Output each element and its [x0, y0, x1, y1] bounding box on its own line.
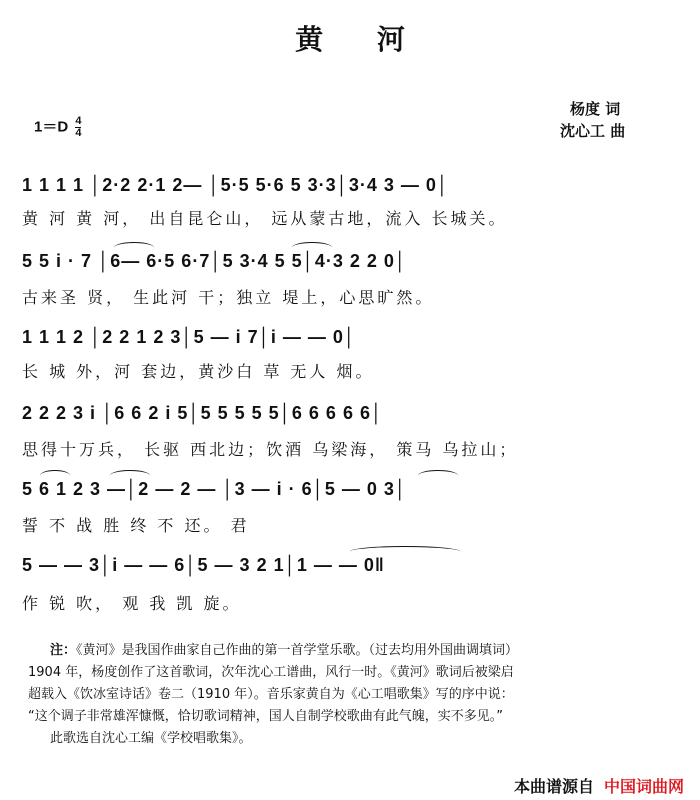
footnote-line: 1904 年，杨度创作了这首歌词，次年沈心工谱曲，风行一时。《黄河》歌词后被梁启 [28, 665, 514, 680]
notes-row-4: 2 2 2 3 i │6 6 2 i 5│5 5 5 5 5│6 6 6 6 6│ [22, 402, 384, 423]
footnote-line: 超载入《饮冰室诗话》卷二（1910 年）。音乐家黄自为《心工唱歌集》写的序中说： [28, 687, 514, 702]
notes-row-5: 5 6 1 2 3 —│2 — 2 — │3 — i · 6│5 — 0 3│ [22, 478, 408, 499]
key-label: 1＝D [34, 118, 69, 136]
notes-row-1: 1 1 1 1 │2·2 2·1 2— │5·5 5·6 5 3·3│3·4 3 — 0│ [22, 174, 450, 195]
footnote-label: 注： [50, 643, 77, 658]
slur-mark [418, 470, 458, 481]
footnote-line: “这个调子非常雄浑慷慨，恰切歌词精神，国人自制学校歌曲有此气魄，实不多见。” [28, 709, 503, 724]
footnote [28, 640, 678, 750]
slur-mark [40, 470, 70, 481]
slur-mark [292, 242, 332, 253]
footnote-line: 《黄河》是我国作曲家自己作曲的第一首学堂乐歌。（过去均用外国曲调填词） [76, 643, 519, 658]
slur-mark [350, 546, 460, 557]
footnote-line: 此歌选自沈心工编《学校唱歌集》。 [50, 731, 252, 746]
lyrics-row-1: 黄 河 黄 河， 出自昆仑山， 远从蒙古地，流入 长城关。 [22, 208, 508, 228]
source-site-link[interactable]: 中国词曲网 [603, 777, 684, 796]
key-signature [34, 116, 81, 139]
lyrics-row-5: 誓 不 战 胜 终 不 还。 君 [22, 515, 250, 535]
slur-mark [114, 242, 154, 253]
lyrics-row-3: 长 城 外，河 套边，黄沙白 草 无人 烟。 [22, 361, 375, 381]
notes-row-3: 1 1 1 2 │2 2 1 2 3│5 — i 7│i — — 0│ [22, 326, 357, 347]
lyrics-row-2: 古来圣 贤， 生此河 干；独立 堤上，心思旷然。 [22, 287, 435, 307]
composer-credit: 沈心工 曲 [560, 122, 626, 140]
lyrics-row-6: 作 锐 吹， 观 我 凯 旋。 [22, 593, 242, 613]
notes-row-6: 5 — — 3│i — — 6│5 — 3 2 1│1 — — 0‖ [22, 554, 385, 575]
time-signature [75, 116, 81, 139]
page-title: 黄 河 [295, 23, 427, 56]
time-signature-numerator: 4 [75, 115, 82, 127]
slur-mark [110, 470, 150, 481]
lyricist-credit: 杨度 词 [570, 100, 621, 118]
notes-row-2: 5 5 i · 7 │6— 6·5 6·7│5 3·4 5 5│4·3 2 2 0│ [22, 250, 408, 271]
source-label: 本曲谱源自 [513, 777, 594, 796]
lyrics-row-4: 思得十万兵， 长驱 西北边；饮酒 乌梁海， 策马 乌拉山； [22, 439, 519, 459]
time-signature-denominator: 4 [75, 127, 82, 139]
source-credit [514, 774, 684, 797]
